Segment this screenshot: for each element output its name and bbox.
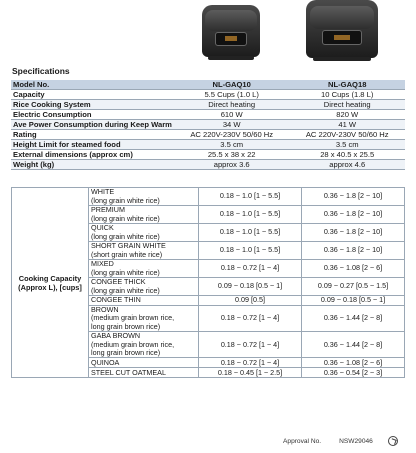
col-header-nl-gaq18: NL-GAQ18	[289, 80, 405, 90]
capacity-nl-gaq10: 0.09 [0.5]	[199, 296, 302, 306]
rice-type-line: (long grain white rice)	[91, 213, 160, 223]
rice-type-line: (long grain white rice)	[91, 231, 160, 241]
rice-type-line: SHORT GRAIN WHITE	[91, 241, 166, 251]
capacity-nl-gaq18: 0.36 ~ 0.54 [2 ~ 3]	[302, 368, 405, 378]
rice-cooker-large-image	[306, 0, 378, 58]
capacity-nl-gaq18: 0.09 ~ 0.27 [0.5 ~ 1.5]	[302, 278, 405, 296]
approval-label: Approval No.	[283, 438, 322, 445]
capacity-nl-gaq10: 0.18 ~ 0.72 [1 ~ 4]	[199, 358, 302, 368]
rice-type-line: (long grain white rice)	[91, 195, 160, 205]
capacity-nl-gaq10: 0.18 ~ 1.0 [1 ~ 5.5]	[199, 242, 302, 260]
rice-type	[89, 260, 199, 278]
capacity-nl-gaq18: 0.09 ~ 0.18 [0.5 ~ 1]	[302, 296, 405, 306]
spec-value-nl-gaq18: 10 Cups (1.8 L)	[289, 90, 405, 100]
cooking-capacity-table	[11, 187, 405, 378]
rice-type-line: (medium grain brown rice,	[91, 313, 175, 323]
rice-type-line: (short grain white rice)	[91, 249, 163, 259]
spec-label: Rice Cooking System	[11, 100, 174, 110]
rice-type	[89, 188, 199, 206]
approval-number: NSW29046	[339, 438, 373, 445]
capacity-nl-gaq10: 0.18 ~ 0.45 [1 ~ 2.5]	[199, 368, 302, 378]
col-header-nl-gaq10: NL-GAQ10	[174, 80, 290, 90]
col-header-model: Model No.	[11, 80, 174, 90]
spec-label: Electric Consumption	[11, 110, 174, 120]
spec-label: Rating	[11, 130, 174, 140]
spec-value-nl-gaq18: 820 W	[289, 110, 405, 120]
spec-row	[11, 100, 405, 110]
rice-type-line: GABA BROWN	[91, 331, 141, 341]
rice-type-line: STEEL CUT OATMEAL	[91, 367, 166, 377]
spec-value-nl-gaq18: 3.5 cm	[289, 140, 405, 150]
product-images	[0, 0, 416, 60]
capacity-nl-gaq10: 0.18 ~ 1.0 [1 ~ 5.5]	[199, 224, 302, 242]
cooking-capacity-heading-line2: (Approx L), [cups]	[18, 282, 82, 292]
spec-row	[11, 140, 405, 150]
spec-value-nl-gaq10: approx 3.6	[174, 160, 290, 170]
capacity-nl-gaq10: 0.18 ~ 1.0 [1 ~ 5.5]	[199, 188, 302, 206]
rice-type-line: QUICK	[91, 223, 114, 233]
cooking-capacity-heading	[12, 188, 89, 378]
spec-row	[11, 160, 405, 170]
spec-value-nl-gaq18: 28 x 40.5 x 25.5	[289, 150, 405, 160]
spec-value-nl-gaq10: 34 W	[174, 120, 290, 130]
rice-type	[89, 358, 199, 368]
rice-type-line: QUINOA	[91, 357, 120, 367]
capacity-nl-gaq10: 0.18 ~ 0.72 [1 ~ 4]	[199, 260, 302, 278]
spec-header-row	[11, 80, 405, 90]
spec-label: Weight (kg)	[11, 160, 174, 170]
spec-value-nl-gaq18: AC 220V-230V 50/60 Hz	[289, 130, 405, 140]
rice-type	[89, 332, 199, 358]
rice-type-line: long grain brown rice)	[91, 321, 161, 331]
rice-type-line: MIXED	[91, 259, 114, 269]
rice-type-line: (long grain white rice)	[91, 267, 160, 277]
spec-value-nl-gaq10: 3.5 cm	[174, 140, 290, 150]
spec-row	[11, 120, 405, 130]
spec-label: Capacity	[11, 90, 174, 100]
capacity-row	[12, 188, 405, 206]
spec-label: Height Limit for steamed food	[11, 140, 174, 150]
spec-row	[11, 130, 405, 140]
spec-value-nl-gaq18: 41 W	[289, 120, 405, 130]
spec-value-nl-gaq10: 610 W	[174, 110, 290, 120]
rice-type	[89, 242, 199, 260]
rice-type-line: WHITE	[91, 187, 115, 197]
capacity-nl-gaq18: 0.36 ~ 1.8 [2 ~ 10]	[302, 188, 405, 206]
spec-value-nl-gaq10: 5.5 Cups (1.0 L)	[174, 90, 290, 100]
rice-type-line: CONGEE THICK	[91, 277, 146, 287]
spec-row	[11, 90, 405, 100]
rice-type	[89, 224, 199, 242]
spec-label: External dimensions (approx cm)	[11, 150, 174, 160]
spec-value-nl-gaq18: approx 4.6	[289, 160, 405, 170]
rice-type-line: BROWN	[91, 305, 119, 314]
specifications-table	[11, 80, 405, 170]
spec-label: Ave Power Consumption during Keep Warm	[13, 120, 172, 130]
capacity-nl-gaq18: 0.36 ~ 1.8 [2 ~ 10]	[302, 242, 405, 260]
capacity-nl-gaq18: 0.36 ~ 1.08 [2 ~ 6]	[302, 260, 405, 278]
rice-type	[89, 306, 199, 332]
capacity-nl-gaq18: 0.36 ~ 1.8 [2 ~ 10]	[302, 224, 405, 242]
rice-type	[89, 296, 199, 306]
capacity-nl-gaq10: 0.18 ~ 0.72 [1 ~ 4]	[199, 332, 302, 358]
rice-type-line: PREMIUM	[91, 205, 125, 215]
capacity-nl-gaq10: 0.09 ~ 0.18 [0.5 ~ 1]	[199, 278, 302, 296]
spec-value-nl-gaq10: Direct heating	[174, 100, 290, 110]
cooking-capacity-heading-line1: Cooking Capacity	[18, 273, 82, 283]
spec-row	[11, 150, 405, 160]
capacity-nl-gaq10: 0.18 ~ 0.72 [1 ~ 4]	[199, 306, 302, 332]
rice-cooker-small-image	[202, 5, 260, 57]
capacity-nl-gaq18: 0.36 ~ 1.08 [2 ~ 6]	[302, 358, 405, 368]
rice-type	[89, 368, 199, 378]
spec-value-nl-gaq10: AC 220V-230V 50/60 Hz	[174, 130, 290, 140]
capacity-nl-gaq18: 0.36 ~ 1.44 [2 ~ 8]	[302, 306, 405, 332]
approval-info	[283, 438, 373, 445]
spec-value-nl-gaq10: 25.5 x 38 x 22	[174, 150, 290, 160]
compliance-mark-icon	[388, 436, 398, 446]
capacity-nl-gaq10: 0.18 ~ 1.0 [1 ~ 5.5]	[199, 206, 302, 224]
rice-type-line: (long grain white rice)	[91, 285, 160, 295]
rice-type	[89, 278, 199, 296]
rice-type	[89, 206, 199, 224]
spec-value-nl-gaq18: Direct heating	[289, 100, 405, 110]
rice-type-line: (medium grain brown rice,	[91, 339, 175, 349]
rice-type-line: long grain brown rice)	[91, 348, 161, 358]
spec-row	[11, 110, 405, 120]
specifications-heading: Specifications	[12, 66, 70, 76]
capacity-nl-gaq18: 0.36 ~ 1.8 [2 ~ 10]	[302, 206, 405, 224]
capacity-nl-gaq18: 0.36 ~ 1.44 [2 ~ 8]	[302, 332, 405, 358]
rice-type-line: CONGEE THIN	[91, 295, 141, 305]
